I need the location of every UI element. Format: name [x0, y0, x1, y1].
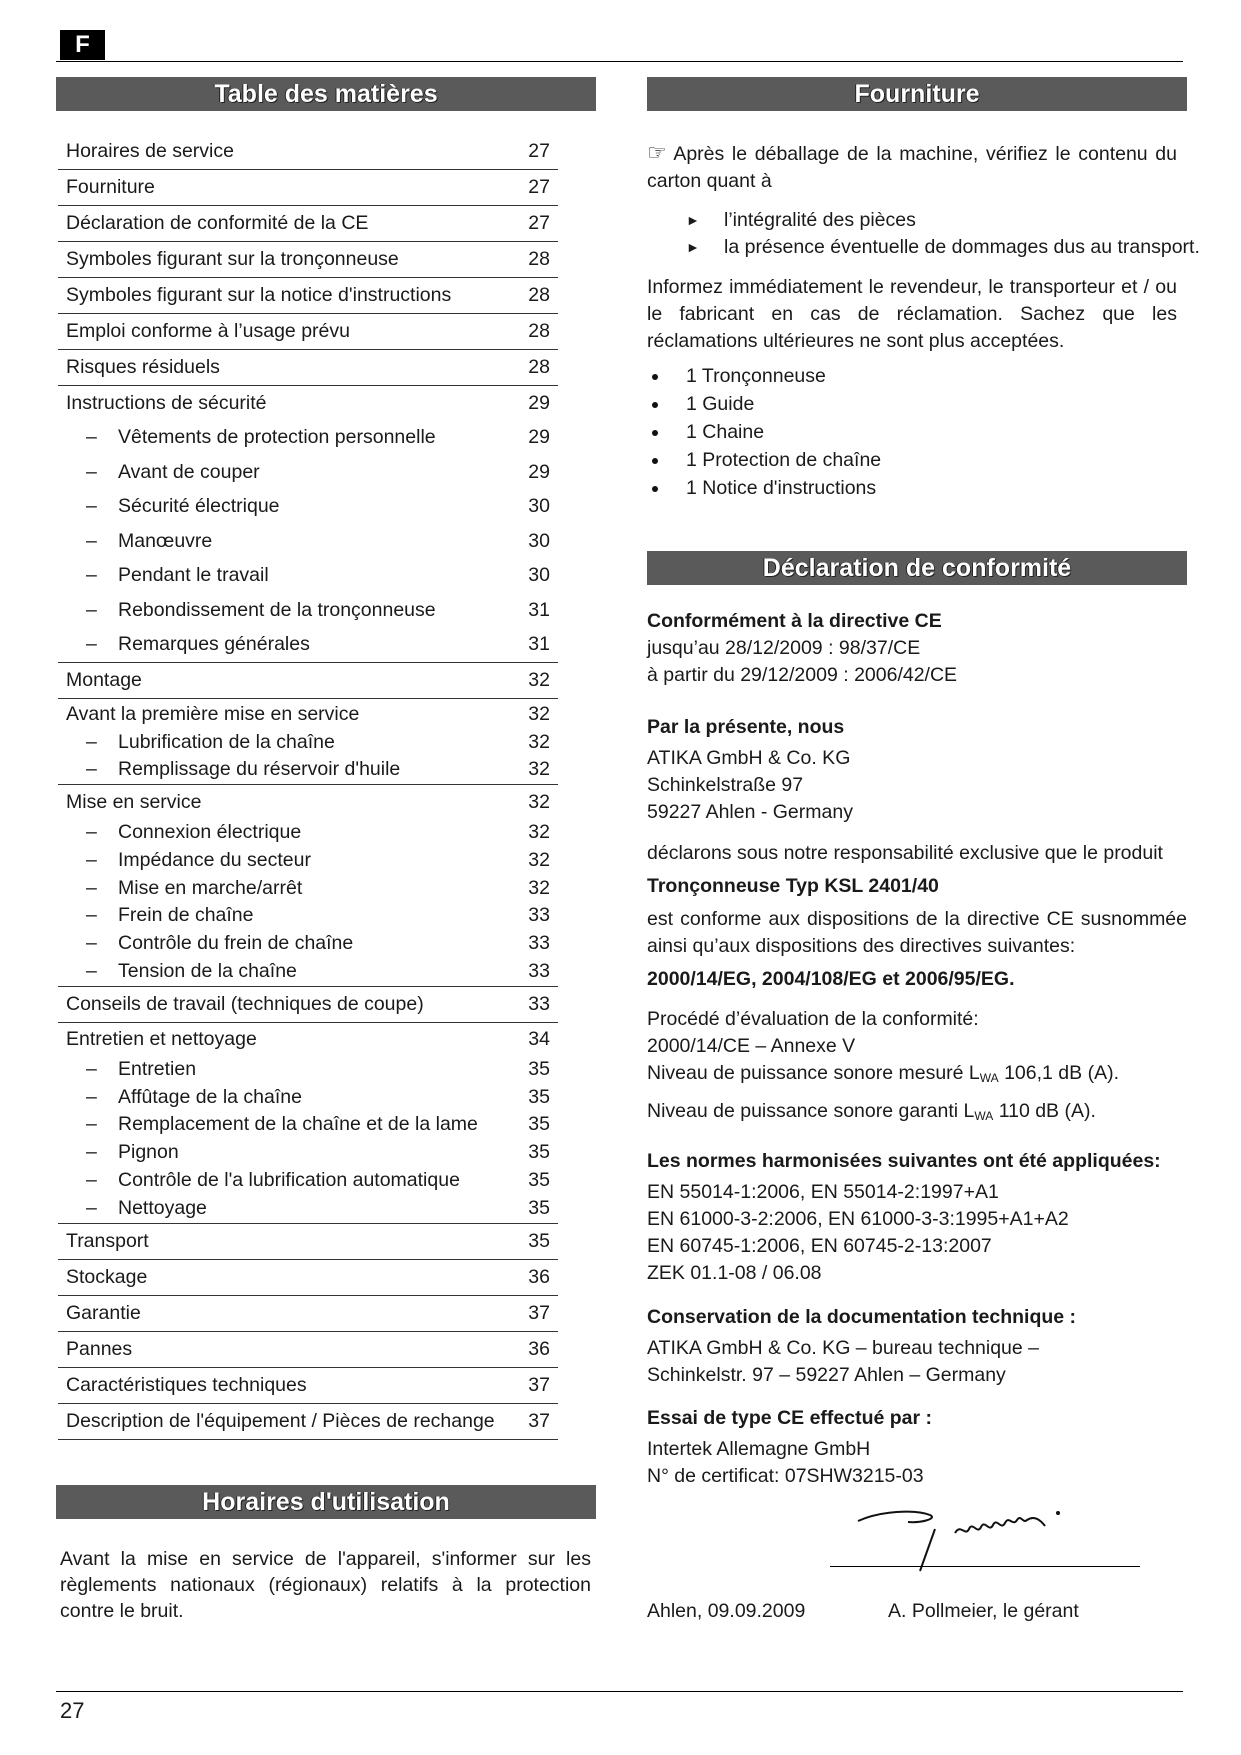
dash: –	[86, 821, 97, 844]
toc-row[interactable]	[58, 987, 558, 1023]
list-item	[652, 362, 881, 390]
test-line: Intertek Allemagne GmbH	[647, 1438, 871, 1460]
supply-intro	[647, 139, 1177, 195]
toc-label: Stockage	[66, 1265, 148, 1288]
toc-label: Mise en marche/arrêt	[118, 876, 303, 899]
dash: –	[86, 1169, 97, 1192]
declaration-body	[647, 608, 1187, 1490]
list-item-text: 1 Chaine	[686, 421, 765, 443]
toc-page: 30	[528, 495, 550, 517]
toc-page: 34	[528, 1027, 550, 1050]
toc-subrow[interactable]	[58, 1167, 558, 1195]
toc-label: Risques résiduels	[66, 356, 220, 378]
toc-row[interactable]	[58, 663, 558, 699]
toc-subrow[interactable]	[58, 756, 558, 784]
toc-page: 32	[528, 702, 550, 725]
toc-page: 31	[528, 633, 550, 655]
procedure-value: 2000/14/CE – Annexe V	[647, 1035, 856, 1057]
toc-label: Entretien et nettoyage	[66, 1027, 257, 1050]
toc-page: 33	[528, 992, 550, 1015]
toc-page: 29	[528, 426, 550, 448]
dash: –	[86, 529, 97, 552]
dash: –	[86, 876, 97, 899]
toc-row[interactable]	[58, 206, 558, 242]
directive-heading: Conformément à la directive CE	[647, 610, 942, 632]
toc-page: 36	[528, 1265, 550, 1288]
toc-label: Remplissage du réservoir d'huile	[118, 758, 401, 781]
dash: –	[86, 426, 97, 448]
toc-label: Manœuvre	[118, 529, 213, 552]
toc-row[interactable]	[58, 699, 558, 729]
toc-page: 28	[528, 248, 550, 270]
toc-subrow[interactable]	[58, 1195, 558, 1223]
toc-label: Pendant le travail	[118, 564, 269, 586]
dash: –	[86, 758, 97, 781]
docs-heading: Conservation de la documentation technique :	[647, 1306, 1077, 1328]
procedure-label: Procédé d’évaluation de la conformité:	[647, 1008, 979, 1030]
toc-row[interactable]	[58, 278, 558, 314]
toc-label: Remplacement de la chaîne et de la lame	[118, 1113, 478, 1136]
dash: –	[86, 960, 97, 983]
toc-page: 35	[528, 1169, 550, 1192]
toc-page: 37	[528, 1301, 550, 1324]
toc-label: Description de l'équipement / Pièces de rechange	[66, 1409, 495, 1432]
top-rule	[56, 61, 1183, 62]
dash: –	[86, 495, 97, 517]
arrow-bullet-icon: ►	[686, 239, 700, 255]
toc-label: Symboles figurant sur la tronçonneuse	[66, 248, 399, 270]
toc-row[interactable]	[58, 350, 558, 386]
toc-group-maintenance	[58, 1023, 558, 1224]
toc-label: Avant la première mise en service	[66, 702, 360, 725]
toc-label: Emploi conforme à l’usage prévu	[66, 320, 350, 342]
company-street: Schinkelstraße 97	[647, 774, 804, 796]
toc-page: 33	[528, 960, 550, 983]
toc-label: Vêtements de protection personnelle	[118, 426, 436, 448]
dash: –	[86, 598, 97, 621]
toc-label: Horaires de service	[66, 140, 234, 162]
toc-subrow[interactable]	[58, 875, 558, 903]
toc-row[interactable]	[58, 785, 558, 819]
norm-line: ZEK 01.1-08 / 06.08	[647, 1262, 822, 1284]
toc-subrow[interactable]	[58, 627, 558, 662]
toc-label: Remarques générales	[118, 633, 310, 655]
lwa-subscript: WA	[979, 1071, 999, 1085]
toc-label: Conseils de travail (techniques de coupe)	[66, 992, 424, 1015]
dash: –	[86, 848, 97, 871]
toc-group-before-first-use	[58, 699, 558, 786]
product-name: Tronçonneuse Typ KSL 2401/40	[647, 875, 939, 897]
dash: –	[86, 1085, 97, 1108]
lwa-subscript: WA	[974, 1109, 994, 1123]
toc-label: Nettoyage	[118, 1196, 207, 1219]
toc-row[interactable]	[58, 1404, 558, 1440]
toc-row[interactable]	[58, 1296, 558, 1332]
toc-page: 29	[528, 392, 550, 414]
toc-label: Montage	[66, 668, 142, 691]
hours-title: Horaires d'utilisation	[56, 1485, 596, 1519]
toc-page: 28	[528, 284, 550, 306]
toc-subrow[interactable]	[58, 930, 558, 958]
norm-line: EN 61000-3-2:2006, EN 61000-3-3:1995+A1+A2	[647, 1208, 1069, 1230]
dash: –	[86, 633, 97, 655]
toc-label: Affûtage de la chaîne	[118, 1085, 302, 1108]
toc-page: 28	[528, 356, 550, 378]
bullet-icon	[652, 430, 658, 436]
supply-title: Fourniture	[647, 77, 1187, 111]
toc-row[interactable]	[58, 1332, 558, 1368]
dash: –	[86, 1196, 97, 1219]
page-number: 27	[60, 1698, 85, 1723]
directive-line: jusqu’au 28/12/2009 : 98/37/CE	[647, 637, 921, 659]
dash: –	[86, 1057, 97, 1080]
toc-page: 35	[528, 1057, 550, 1080]
list-item	[686, 234, 1200, 261]
toc-page: 37	[528, 1373, 550, 1396]
toc-label: Frein de chaîne	[118, 904, 254, 927]
bullet-icon	[652, 374, 658, 380]
declaration-title: Déclaration de conformité	[647, 551, 1187, 585]
toc-group-safety	[58, 386, 558, 663]
list-item-text: 1 Guide	[686, 393, 755, 415]
bullet-icon	[652, 402, 658, 408]
toc-page: 27	[528, 176, 550, 198]
toc-page: 35	[528, 1085, 550, 1108]
toc-page: 32	[528, 821, 550, 844]
toc-page: 32	[528, 730, 550, 753]
toc-title: Table des matières	[56, 77, 596, 111]
toc-subrow[interactable]	[58, 958, 558, 986]
company-name: ATIKA GmbH & Co. KG	[647, 747, 851, 769]
measured-value: 106,1 dB (A).	[998, 1062, 1119, 1084]
signatory: A. Pollmeier, le gérant	[888, 1600, 1079, 1622]
list-item	[652, 390, 881, 418]
dash: –	[86, 1113, 97, 1136]
toc-page: 35	[528, 1196, 550, 1219]
toc-label: Instructions de sécurité	[66, 392, 267, 414]
docs-line: ATIKA GmbH & Co. KG – bureau technique –	[647, 1337, 1040, 1359]
toc-page: 29	[528, 460, 550, 483]
guaranteed-value: 110 dB (A).	[993, 1100, 1096, 1122]
norm-line: EN 60745-1:2006, EN 60745-2-13:2007	[647, 1235, 992, 1257]
directive-line: à partir du 29/12/2009 : 2006/42/CE	[647, 664, 958, 686]
dash: –	[86, 564, 97, 586]
toc-page: 32	[528, 668, 550, 691]
measured-prefix: Niveau de puissance sonore mesuré L	[647, 1062, 980, 1084]
conform-text: est conforme aux dispositions de la directive CE susnommée ainsi qu’aux dispositions des directives suivantes:	[647, 908, 1187, 957]
dash: –	[86, 460, 97, 483]
toc-label: Symboles figurant sur la notice d'instructions	[66, 284, 452, 306]
toc-row[interactable]	[58, 314, 558, 350]
directives: 2000/14/EG, 2004/108/EG et 2006/95/EG.	[647, 968, 1015, 990]
toc-page: 33	[528, 932, 550, 955]
toc-row[interactable]	[58, 386, 558, 420]
signature	[820, 1493, 1140, 1583]
bullet-icon	[652, 458, 658, 464]
toc-group-start-up	[58, 785, 558, 987]
toc-subrow[interactable]	[58, 1111, 558, 1139]
toc-label: Impédance du secteur	[118, 848, 311, 871]
toc-page: 31	[528, 598, 550, 621]
toc-label: Tension de la chaîne	[118, 960, 297, 983]
toc-subrow[interactable]	[58, 729, 558, 757]
toc-row[interactable]	[58, 242, 558, 278]
list-item	[652, 446, 881, 474]
toc-page: 35	[528, 1113, 550, 1136]
toc-subrow[interactable]	[58, 902, 558, 930]
table-of-contents	[58, 134, 558, 1440]
test-heading: Essai de type CE effectué par :	[647, 1407, 933, 1429]
toc-subrow[interactable]	[58, 1056, 558, 1084]
toc-label: Avant de couper	[118, 460, 260, 483]
list-item	[686, 207, 1200, 234]
toc-row[interactable]	[58, 1368, 558, 1404]
place-date: Ahlen, 09.09.2009	[647, 1600, 806, 1622]
toc-label: Lubrification de la chaîne	[118, 730, 335, 753]
guaranteed-level	[647, 1098, 1177, 1130]
company-city: 59227 Ahlen - Germany	[647, 801, 853, 823]
toc-page: 32	[528, 876, 550, 899]
guaranteed-prefix: Niveau de puissance sonore garanti L	[647, 1100, 975, 1122]
norm-line: EN 55014-1:2006, EN 55014-2:1997+A1	[647, 1181, 999, 1203]
toc-row[interactable]	[58, 1224, 558, 1260]
toc-label: Contrôle du frein de chaîne	[118, 932, 354, 955]
toc-page: 35	[528, 1229, 550, 1252]
arrow-bullet-icon: ►	[686, 212, 700, 228]
pointing-hand-icon: ☞	[647, 140, 667, 165]
toc-page: 32	[528, 848, 550, 871]
norms-heading: Les normes harmonisées suivantes ont été appliquées:	[647, 1150, 1161, 1172]
toc-page: 27	[528, 140, 550, 162]
toc-subrow[interactable]	[58, 455, 558, 490]
hereby-heading: Par la présente, nous	[647, 716, 845, 738]
bottom-rule	[56, 1691, 1183, 1692]
toc-label: Mise en service	[66, 791, 202, 814]
dash: –	[86, 730, 97, 753]
supply-intro-text: Après le déballage de la machine, vérifiez le contenu du carton quant à	[647, 143, 1177, 192]
toc-row[interactable]	[58, 170, 558, 206]
toc-page: 32	[528, 758, 550, 781]
list-item-text: 1 Protection de chaîne	[686, 449, 882, 471]
list-item-text: 1 Notice d'instructions	[686, 477, 877, 499]
toc-subrow[interactable]	[58, 819, 558, 847]
toc-subrow[interactable]	[58, 847, 558, 875]
toc-page: 27	[528, 212, 550, 234]
bullet-icon	[652, 486, 658, 492]
toc-subrow[interactable]	[58, 1139, 558, 1167]
supply-notice: Informez immédiatement le revendeur, le transporteur et / ou le fabricant en cas de réclamation. Sachez que les réclamations ultérieures ne sont plus acceptées.	[647, 276, 1177, 352]
toc-page: 28	[528, 320, 550, 342]
toc-label: Contrôle de l'a lubrification automatique	[118, 1169, 460, 1192]
toc-label: Sécurité électrique	[118, 495, 280, 517]
toc-label: Pignon	[118, 1141, 179, 1164]
toc-label: Rebondissement de la tronçonneuse	[118, 598, 436, 621]
list-item	[652, 474, 881, 502]
list-item-text: 1 Tronçonneuse	[686, 365, 826, 387]
toc-label: Pannes	[66, 1337, 133, 1360]
toc-label: Entretien	[118, 1057, 197, 1080]
list-item	[652, 418, 881, 446]
hours-text: Avant la mise en service de l'appareil, s'informer sur les règlements nationaux (régionaux) relatifs à la protection contre le bruit.	[60, 1548, 591, 1622]
dash: –	[86, 1141, 97, 1164]
toc-subrow[interactable]	[58, 489, 558, 524]
toc-page: 30	[528, 529, 550, 552]
statement: déclarons sous notre responsabilité exclusive que le produit	[647, 842, 1163, 864]
toc-row[interactable]	[58, 1023, 558, 1056]
toc-subrow[interactable]	[58, 420, 558, 455]
toc-label: Garantie	[66, 1301, 141, 1324]
list-item-text: l’intégralité des pièces	[724, 209, 916, 231]
toc-page: 35	[528, 1141, 550, 1164]
supply-check-list	[686, 207, 1200, 261]
test-line: N° de certificat: 07SHW3215-03	[647, 1465, 924, 1487]
supply-items	[652, 362, 881, 502]
signature-line	[830, 1566, 1140, 1567]
toc-label: Connexion électrique	[118, 821, 302, 844]
toc-page: 30	[528, 564, 550, 586]
toc-subrow[interactable]	[58, 524, 558, 559]
toc-page: 36	[528, 1337, 550, 1360]
toc-label: Caractéristiques techniques	[66, 1373, 307, 1396]
docs-line: Schinkelstr. 97 – 59227 Ahlen – Germany	[647, 1364, 1006, 1386]
toc-subrow[interactable]	[58, 558, 558, 593]
toc-page: 33	[528, 904, 550, 927]
toc-row[interactable]	[58, 134, 558, 170]
toc-subrow[interactable]	[58, 1084, 558, 1112]
toc-label: Fourniture	[66, 176, 155, 198]
dash: –	[86, 932, 97, 955]
toc-page: 37	[528, 1409, 550, 1432]
list-item-text: la présence éventuelle de dommages dus au transport.	[724, 236, 1200, 258]
language-badge: F	[60, 30, 105, 60]
measured-level	[647, 1060, 1177, 1092]
dash: –	[86, 904, 97, 927]
toc-label: Transport	[66, 1229, 149, 1252]
toc-page: 32	[528, 791, 550, 814]
toc-label: Déclaration de conformité de la CE	[66, 212, 369, 234]
toc-subrow[interactable]	[58, 593, 558, 628]
toc-row[interactable]	[58, 1260, 558, 1296]
